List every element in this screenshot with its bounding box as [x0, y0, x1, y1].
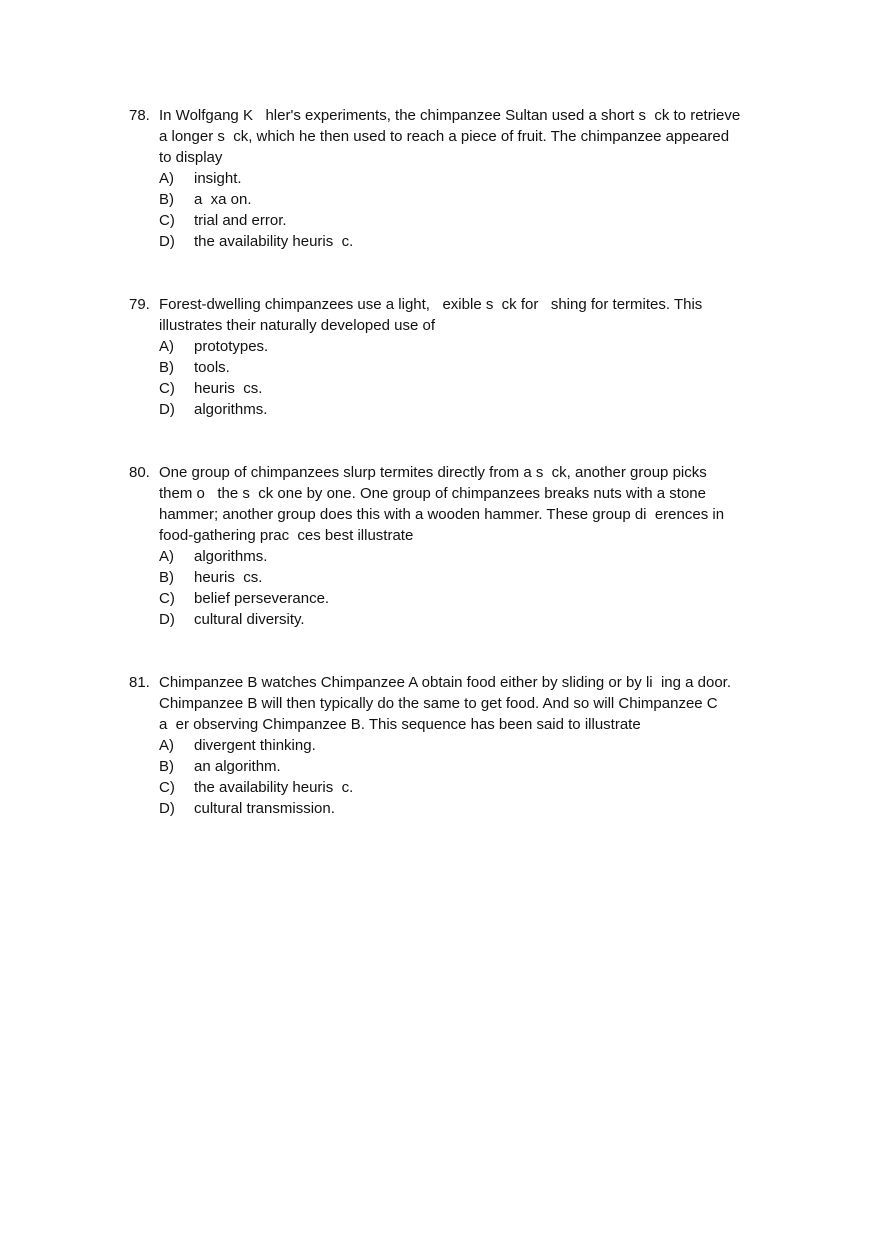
option-letter: A)	[159, 737, 174, 754]
option-text: algorithms.	[194, 401, 268, 418]
option-text: cultural diversity.	[194, 611, 305, 628]
question-text-line: In Wolfgang K hler's experiments, the chimpanzee Sultan used a short s ck to retrieve	[159, 107, 741, 124]
question-text-line: One group of chimpanzees slurp termites directly from a s ck, another group picks	[159, 464, 707, 481]
option-letter: A)	[159, 548, 174, 565]
option-text: a xa on.	[194, 191, 252, 208]
option-text: algorithms.	[194, 548, 268, 565]
question-text-line: hammer; another group does this with a wooden hammer. These group di erences in	[159, 506, 725, 523]
question-text-line: Chimpanzee B will then typically do the same to get food. And so will Chimpanzee C	[159, 695, 718, 712]
option-letter: B)	[159, 359, 174, 376]
question-number: 80.	[129, 464, 150, 481]
option-text: heuris cs.	[194, 569, 263, 586]
option-letter: B)	[159, 191, 174, 208]
option-text: an algorithm.	[194, 758, 281, 775]
option-letter: D)	[159, 611, 175, 628]
option-text: heuris cs.	[194, 380, 263, 397]
option-text: the availability heuris c.	[194, 779, 354, 796]
question-text-line: a er observing Chimpanzee B. This sequence has been said to illustrate	[159, 716, 641, 733]
option-letter: D)	[159, 800, 175, 817]
question-number: 81.	[129, 674, 150, 691]
question-text-line: illustrates their naturally developed use of	[159, 317, 435, 334]
option-letter: B)	[159, 569, 174, 586]
option-text: cultural transmission.	[194, 800, 335, 817]
question-text-line: Chimpanzee B watches Chimpanzee A obtain food either by sliding or by li ing a door.	[159, 674, 732, 691]
question-number: 79.	[129, 296, 150, 313]
option-letter: C)	[159, 380, 175, 397]
question-text-line: food-gathering prac ces best illustrate	[159, 527, 414, 544]
option-text: tools.	[194, 359, 230, 376]
option-letter: C)	[159, 212, 175, 229]
option-text: belief perseverance.	[194, 590, 330, 607]
option-text: trial and error.	[194, 212, 287, 229]
option-text: prototypes.	[194, 338, 269, 355]
option-text: divergent thinking.	[194, 737, 316, 754]
question-text-line: them o the s ck one by one. One group of chimpanzees breaks nuts with a stone	[159, 485, 706, 502]
question-text-line: a longer s ck, which he then used to reach a piece of fruit. The chimpanzee appeared	[159, 128, 730, 145]
question-number: 78.	[129, 107, 150, 124]
question-text-line: to display	[159, 149, 223, 166]
option-letter: B)	[159, 758, 174, 775]
option-letter: A)	[159, 170, 174, 187]
option-letter: D)	[159, 401, 175, 418]
option-letter: C)	[159, 590, 175, 607]
option-letter: D)	[159, 233, 175, 250]
option-text: insight.	[194, 170, 242, 187]
question-text-line: Forest-dwelling chimpanzees use a light, exible s ck for shing for termites. This	[159, 296, 703, 313]
option-letter: A)	[159, 338, 174, 355]
option-letter: C)	[159, 779, 175, 796]
option-text: the availability heuris c.	[194, 233, 354, 250]
